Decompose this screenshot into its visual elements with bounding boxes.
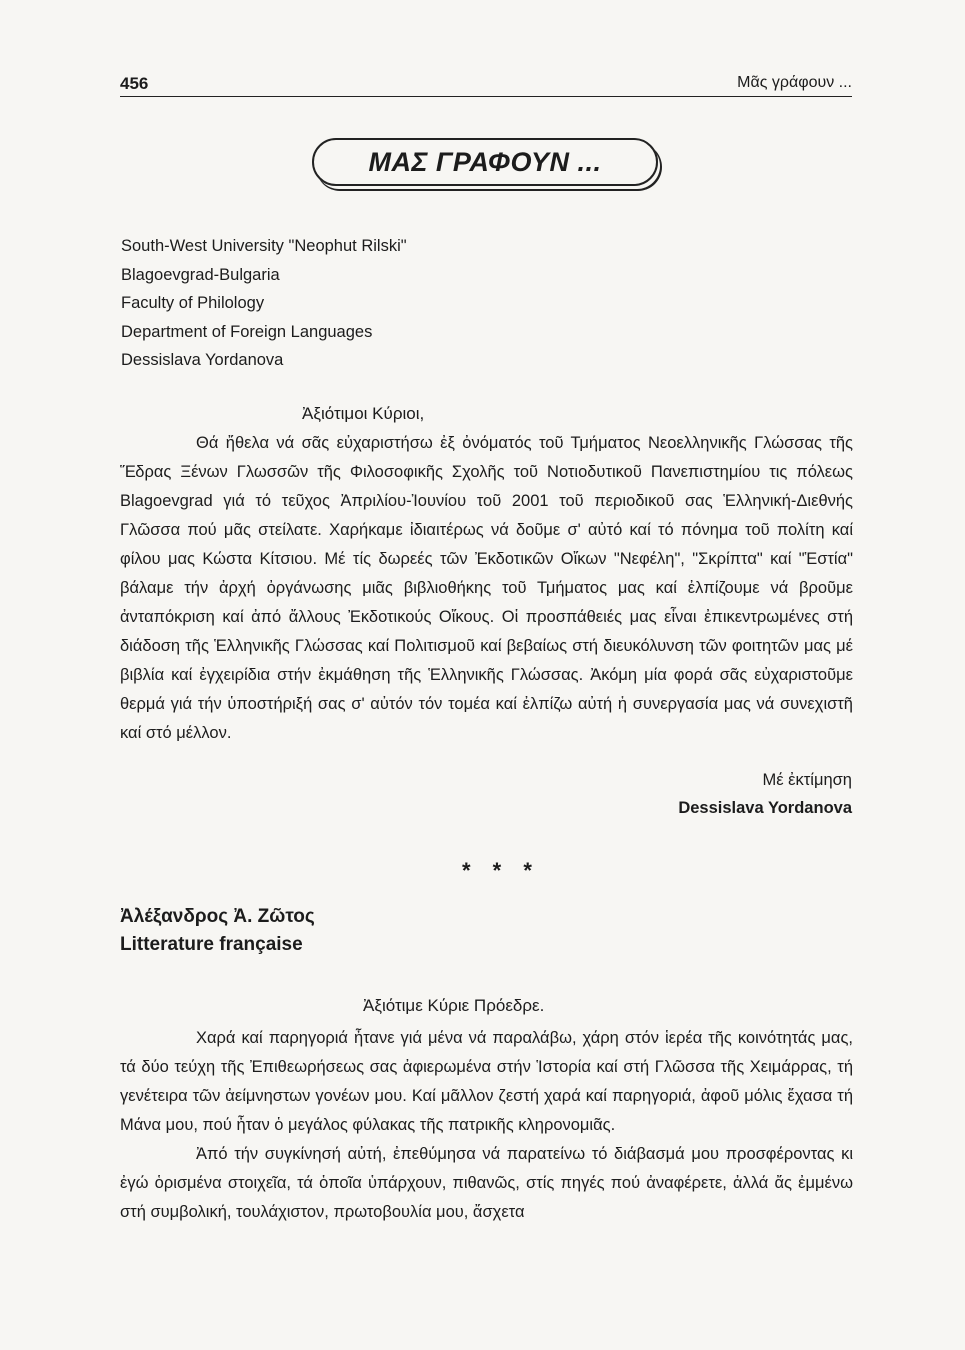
sender-line: Blagoevgrad-Bulgaria: [121, 265, 280, 284]
letter2-body-block: [120, 1024, 853, 1227]
page-number: 456: [120, 74, 149, 93]
sender-line: Faculty of Philology: [121, 294, 265, 312]
letter1-body-block: [120, 429, 853, 748]
letter1-body: Θά ἤθελα νά σᾶς εὐχαριστήσω ἐξ ὀνόματός τοῦ Τμήματος Νεοελληνικῆς Γλώσσας τῆς Ἕδρας Ξένων Γλωσσῶν τῆς Φιλοσοφικῆς Σχολῆς τοῦ Νοτιοδυτικοῦ Πανεπιστημίου τις πόλεως Blagoevgrad γιά τό τεῦχος Ἀπριλίου-Ἰουνίου τοῦ 2001 τοῦ περιοδικοῦ σας Ἑλληνική-Διεθνής Γλῶσσα πού μᾶς στείλατε. Χαρήκαμε ἰδιαιτέρως νά δοῦμε σ' αὐτό καί τό πόνημα τοῦ πολίτη καί φίλου μας Κώστα Κίτσιου. Μέ τίς δωρεές τῶν Ἐκδοτικῶν Οἴκων "Νεφέλη", "Σκρίπτα" καί "Ἑστία" βάλαμε τήν ἀρχή ὀργάνωσης μιᾶς βιβλιοθήκης τοῦ Τμήματος μας καί ἐλπίζουμε νά βροῦμε ἀνταπόκριση καί ἀπό ἄλλους Ἐκδοτικούς Οἴκους. Οἱ προσπάθειές μας εἶναι ἐπικεντρωμένες στή διάδοση τῆς Ἑλληνικῆς Γλώσσας καί Πολιτισμοῦ καί βεβαίως στή διευκόλυνση τῶν φοιτητῶν μας μέ βιβλία καί ἐγχειρίδια στήν ἐκμάθηση τῆς Ἑλληνικῆς Γλώσσας. Ἀκόμη μία φορά σᾶς εὐχαριστοῦμε θερμά γιά τήν ὑποστήριξή σας σ' αὐτόν τόν τομέα καί ἐλπίζω αὐτή ἡ συνεργασία μας νά συνεχιστῆ καί στό μέλλον.: [120, 434, 853, 742]
sender-address: [121, 232, 407, 375]
running-head: Μᾶς γράφουν ...: [737, 74, 852, 91]
letter1-signoff: [678, 766, 852, 822]
section-separator: * * *: [462, 858, 540, 883]
letter2-salutation: Ἀξιότιμε Κύριε Πρόεδρε.: [363, 996, 545, 1015]
section-title: ΜΑΣ ΓΡΑΦΟΥΝ ...: [312, 138, 658, 186]
sender-line: South-West University "Neophut Rilski": [121, 237, 407, 255]
letter2-author-block: [120, 903, 315, 959]
sender-line: Dessislava Yordanova: [121, 351, 284, 369]
page-header: [120, 72, 852, 97]
letter2-paragraph: Ἀπό τήν συγκίνησή αὐτή, ἐπεθύμησα νά παρατείνω τό διάβασμά μου προσφέροντας κι ἐγώ ὁρισμένα στοιχεῖα, τά ὁποῖα ὑπάρχουν, πιθανῶς, στίς πηγές πού ἀναφέρετε, ἀλλά ἄς ἐμμένω στή συμβολική, τουλάχιστον, πρωτοβουλία μου, ἄσχετα: [120, 1145, 853, 1221]
letter2-affiliation: Litterature française: [120, 934, 303, 955]
letter1-closing: Μέ ἐκτίμηση: [762, 771, 852, 789]
sender-line: Department of Foreign Languages: [121, 322, 373, 341]
letter1-salutation: Ἀξιότιμοι Κύριοι,: [302, 404, 425, 423]
letter1-signature: Dessislava Yordanova: [678, 799, 852, 817]
letter2-paragraph: Χαρά καί παρηγοριά ἦτανε γιά μένα νά παραλάβω, χάρη στόν ἱερέα τῆς κοινότητάς μας, τά δύο τεύχη τῆς Ἐπιθεωρήσεως σας ἀφιερωμένα στήν Ἱστορία καί στή Γλῶσσα τῆς Χειμάρρας, τή γενέτειρα τῶν ἀείμνηστων γονέων μου. Καί μᾶλλον ζεστή χαρά καί παρηγοριά, ἀφοῦ μόλις ἔχασα τή Μάνα μου, πού ἦταν ὁ μεγάλος φύλακας τῆς πατρικῆς κληρονομιᾶς.: [120, 1029, 853, 1134]
letter2-author: Ἀλέξανδρος Ἀ. Ζῶτος: [120, 906, 315, 927]
